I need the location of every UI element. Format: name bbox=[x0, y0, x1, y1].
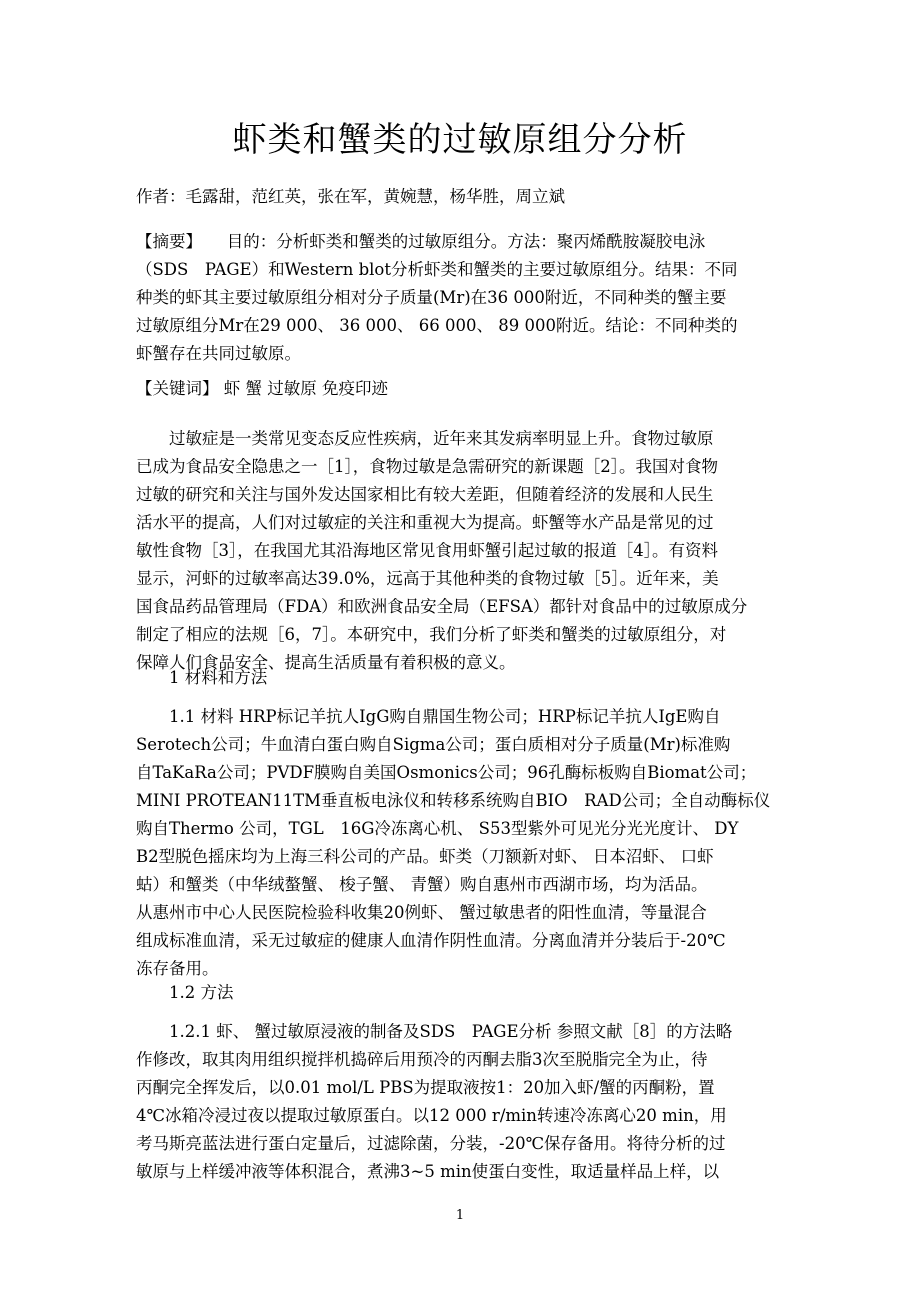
abstract-line: 种类的虾其主要过敏原组分相对分子质量(Mr)在36 000附近，不同种类的蟹主要 bbox=[136, 288, 727, 307]
subsection-heading: 1.2 方法 bbox=[136, 983, 234, 1002]
abstract bbox=[136, 228, 796, 368]
section-heading: 1 材料和方法 bbox=[136, 668, 268, 687]
materials-paragraph: 1.1 材料 HRP标记羊抗人IgG购自鼎国生物公司；HRP标记羊抗人IgE购自 Serotech公司；牛血清白蛋白购自Sigma公司；蛋白质相对分子质量(Mr)标准购 自TaKaRa公司；PVDF膜购自美国Osmonics公司；96孔酶标板购自Biomat公司； MINI PROTEAN11TM垂直板电泳仪和转移系统购自BIO RAD公司；全自动酶标仪 购自Thermo 公司，TGL 16G冷冻离心机、 S53型紫外可见光分光光度计、 DY B2型脱色摇床均为上海三科公司的产品。虾类（刀额新对虾、 日本沼虾、 口虾 蛄）和蟹类（中华绒螯蟹、 梭子蟹、 青蟹）购自惠州市西湖市场，均为活品。 从惠州市中心人民医院检验科收集20例虾、 蟹过敏患者的阳性血清，等量混合 组成标准血清，采无过敏症的健康人血清作阴性血清。分离血清并分装后于-20℃ 冻存备用。 bbox=[136, 707, 771, 978]
intro-paragraph: 过敏症是一类常见变态反应性疾病，近年来其发病率明显上升。食物过敏原 已成为食品安全隐患之一［1］，食物过敏是急需研究的新课题［2］。我国对食物 过敏的研究和关注与国外发达国家相比有较大差距，但随着经济的发展和人民生 活水平的提高，人们对过敏症的关注和重视大为提高。虾蟹等水产品是常见的过 敏性食物［3］，在我国尤其沿海地区常见食用虾蟹引起过敏的报道［4］。有资料 显示，河虾的过敏率高达39.0%，远高于其他种类的食物过敏［5］。近年来，美 国食品药品管理局（FDA）和欧洲食品安全局（EFSA）都针对食品中的过敏原成分 制定了相应的法规［6，7］。本研究中，我们分析了虾类和蟹类的过敏原组分，对 保障人们食品安全、提高生活质量有着积极的意义。 bbox=[136, 429, 748, 672]
abstract-line: 虾蟹存在共同过敏原。 bbox=[136, 344, 301, 363]
authors: 作者：毛露甜，范红英，张在军，黄婉慧，杨华胜，周立斌 bbox=[136, 187, 565, 206]
methods-paragraph: 1.2.1 虾、 蟹过敏原浸液的制备及SDS PAGE分析 参照文献［8］的方法略 作修改，取其肉用组织搅拌机捣碎后用预冷的丙酮去脂3次至脱脂完全为止，待 丙酮完全挥发后，以0.01 mol/L PBS为提取液按1：20加入虾/蟹的丙酮粉，置 4℃冰箱冷浸过夜以提取过敏原蛋白。以12 000 r/min转速冷冻离心20 min，用 考马斯亮蓝法进行蛋白定量后，过滤除菌，分装，-20℃保存备用。将待分析的过 敏原与上样缓冲液等体积混合，煮沸3~5 min使蛋白变性，取适量样品上样，以 bbox=[136, 1022, 733, 1181]
keywords: 【关键词】 虾 蟹 过敏原 免疫印迹 bbox=[136, 379, 388, 398]
abstract-line: 【摘要】 目的：分析虾类和蟹类的过敏原组分。方法：聚丙烯酰胺凝胶电泳 bbox=[136, 232, 706, 251]
abstract-line: 过敏原组分Mr在29 000、 36 000、 66 000、 89 000附近。结论：不同种类的 bbox=[136, 316, 738, 335]
page-number: 1 bbox=[455, 1208, 465, 1223]
abstract-line: （SDS PAGE）和Western blot分析虾类和蟹类的主要过敏原组分。结果：不同 bbox=[136, 260, 738, 279]
document-title: 虾类和蟹类的过敏原组分分析 bbox=[232, 120, 688, 160]
